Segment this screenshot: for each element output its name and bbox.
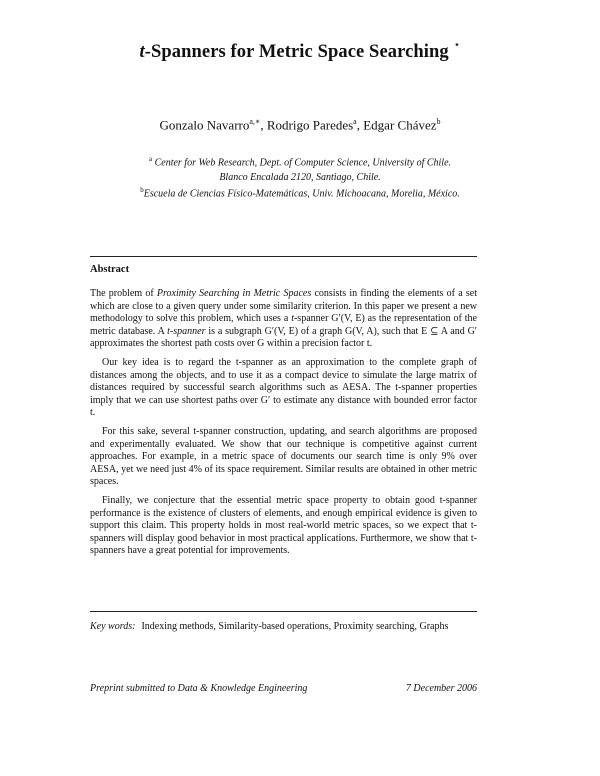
abstract-text: The problem of	[90, 288, 157, 299]
title-main: -Spanners for Metric Space Searching	[144, 42, 449, 63]
title-prefix: t	[139, 42, 145, 63]
abstract-heading: Abstract	[90, 264, 130, 275]
page-footer	[90, 683, 477, 694]
abstract-emphasis: t-spanner	[167, 325, 206, 337]
affiliation-a	[0, 152, 600, 185]
author-mark: a	[353, 117, 357, 126]
affiliation-b	[0, 183, 600, 201]
abstract-bottom-rule	[90, 611, 477, 612]
author-mark: b	[436, 117, 441, 126]
paper-title	[0, 40, 600, 63]
author-name: Gonzalo Navarro	[159, 117, 250, 133]
abstract-emphasis: Proximity Searching in Metric Spaces	[156, 288, 312, 299]
affiliation-mark: b	[140, 186, 144, 194]
author-list: Gonzalo Navarro$^{a,∗}$, Rodrigo Paredes$^a$, Edgar Chávez$^b$	[159, 117, 441, 133]
abstract-text: -spanner G′(V, E) as the representation of the metric database. A	[90, 313, 477, 337]
abstract-text: consists in finding the elements of a set which are close to a given query under some similarity criterion. In this paper we present a new methodology to solve this problem, which uses a	[90, 288, 477, 325]
abstract-paragraph-1	[90, 288, 477, 351]
affiliation-mark: a	[148, 155, 153, 163]
keywords-label: Key words:	[90, 621, 136, 632]
footer-preprint-note: Preprint submitted to Data & Knowledge Engineering	[90, 683, 308, 694]
author-mark: a,∗	[249, 117, 261, 126]
title-footnote-mark: ⋆	[453, 39, 461, 51]
affiliation-b-line1: Escuela de Ciencias Físico-Matemáticas, Univ. Michoacana, Morelia, México.	[143, 188, 460, 200]
keywords-text: Indexing methods, Similarity-based operations, Proximity searching, Graphs	[141, 621, 449, 632]
abstract-body	[90, 288, 477, 564]
footer-date: 7 December 2006	[405, 683, 477, 694]
abstract-text: is a subgraph G′(V, E) of a graph G(V, A), such that E ⊆ A and G′ approximates the shortest path costs over G within a precision factor t.	[90, 325, 477, 350]
author-name: Rodrigo Paredes	[266, 117, 354, 133]
abstract-top-rule	[90, 256, 477, 257]
keywords	[90, 620, 477, 633]
abstract-paragraph-3: For this sake, several t-spanner construction, updating, and search algorithms are proposed and experimentally evaluated. We show that our technique is competitive against current approaches. For example, in a metric space of documents our search time is only 9% over AESA, yet we need just 4% of its space requirement. Similar results are obtained in other metric spaces.	[90, 425, 477, 488]
affiliation-a-line1: Center for Web Research, Dept. of Computer Science, University of Chile.	[154, 157, 452, 169]
author-name: Edgar Chávez	[363, 117, 437, 133]
abstract-paragraph-2: Our key idea is to regard the t-spanner as an approximation to the complete graph of distances among the objects, and to use it as a compact device to simulate the large matrix of distances required by successful search algorithms such as AESA. The t-spanner properties imply that we can use shortest paths over G′ to estimate any distance with bounded error factor t.	[90, 356, 477, 419]
affiliation-a-line2: Blanco Encalada 2120, Santiago, Chile.	[219, 172, 381, 184]
abstract-paragraph-4: Finally, we conjecture that the essential metric space property to obtain good t-spanner performance is the existence of clusters of elements, and enough empirical evidence is given to support this claim. This property holds in most real-world metric spaces, so we expect that t-spanners will display good behavior in most practical applications. Furthermore, we show that t-spanners have a great potential for improvements.	[90, 494, 477, 557]
abstract-emphasis: t	[291, 313, 294, 325]
